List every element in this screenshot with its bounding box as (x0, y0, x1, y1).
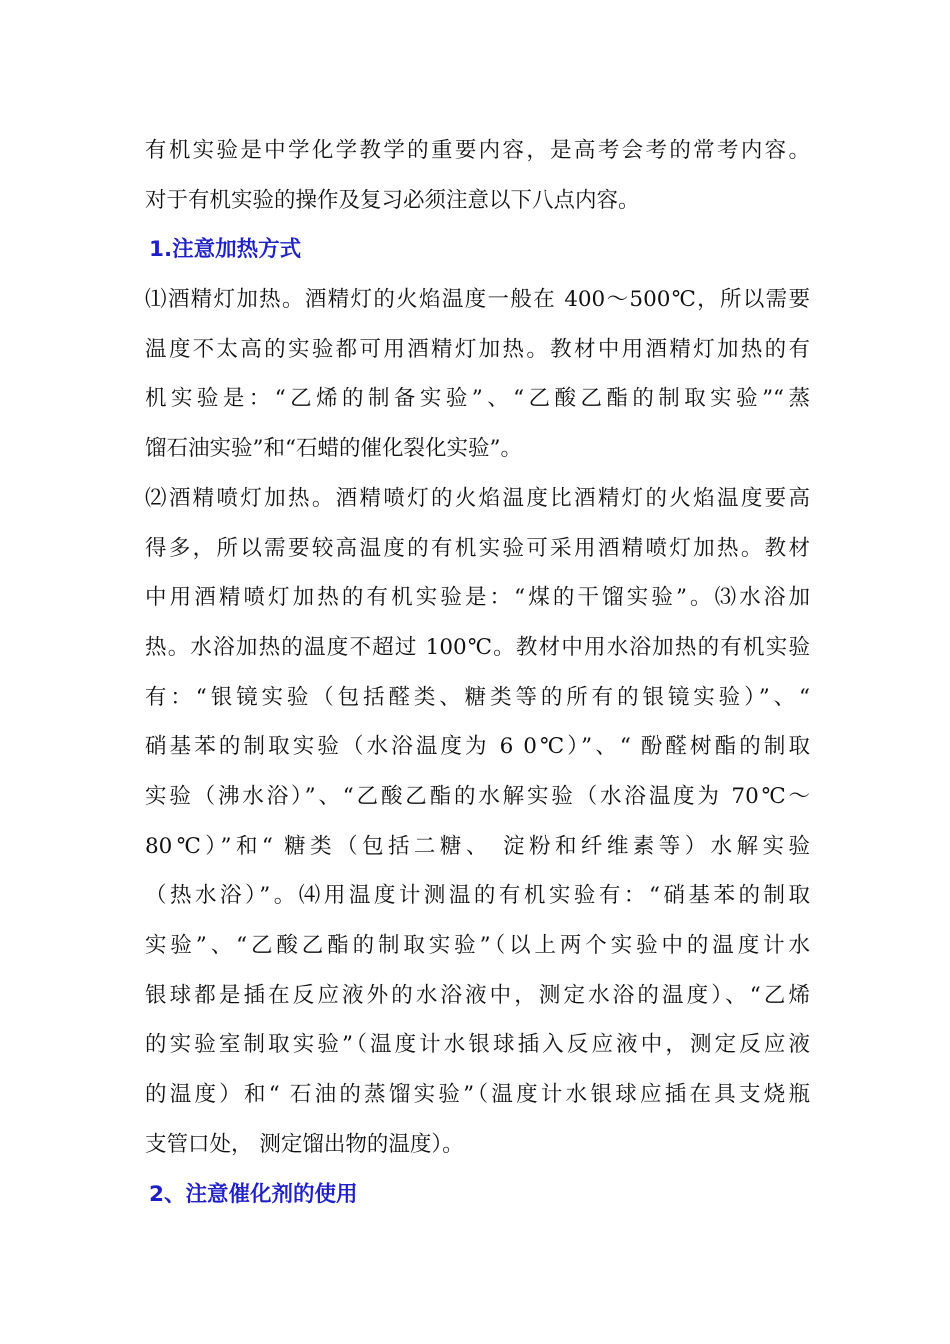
paragraph-line: ⑵酒精喷灯加热。酒精喷灯的火焰温度比酒精灯的火焰温度要高 (145, 485, 810, 511)
paragraph-line: 支管口处， 测定馏出物的温度）。 (145, 1131, 464, 1157)
paragraph-line: ⑴酒精灯加热。酒精灯的火焰温度一般在 400～500℃，所以需要 (145, 287, 810, 313)
paragraph-line: 银球都是插在反应液外的水浴液中，测定水浴的温度）、“乙烯 (145, 982, 810, 1008)
intro-line: 对于有机实验的操作及复习必须注意以下八点内容。 (145, 187, 640, 213)
paragraph-line: 硝基苯的制取实验（水浴温度为 6 0℃）”、“ 酚醛树酯的制取 (145, 734, 810, 760)
section-1-heading: 1.注意加热方式 (149, 237, 302, 263)
paragraph-line: 馏石油实验”和“石蜡的催化裂化实验”。 (145, 436, 522, 462)
document-page (145, 126, 810, 1220)
intro-line: 有机实验是中学化学教学的重要内容，是高考会考的常考内容。 (145, 138, 810, 163)
paragraph-line: 的实验室制取实验”（温度计水银球插入反应液中，测定反应液 (145, 1032, 810, 1058)
paragraph-line: 80℃）”和“ 糖类（包括二糖、 淀粉和纤维素等）水解实验 (145, 833, 810, 859)
paragraph-line: 中用酒精喷灯加热的有机实验是：“煤的干馏实验”。⑶水浴加 (145, 585, 810, 611)
paragraph-line: 热。水浴加热的温度不超过 100℃。教材中用水浴加热的有机实验 (145, 634, 810, 660)
paragraph-line: 机实验是：“乙烯的制备实验”、“乙酸乙酯的制取实验”“蒸 (145, 386, 810, 412)
paragraph-line: 有：“银镜实验（包括醛类、糖类等的所有的银镜实验）”、“ (145, 684, 810, 710)
paragraph-line: 实验（沸水浴）”、“乙酸乙酯的水解实验（水浴温度为 70℃～ (145, 783, 810, 809)
paragraph-line: （热水浴）”。⑷用温度计测温的有机实验有：“硝基苯的制取 (145, 883, 810, 909)
paragraph-line: 的温度）和“ 石油的蒸馏实验”（温度计水银球应插在具支烧瓶 (145, 1082, 810, 1108)
paragraph-line: 温度不太高的实验都可用酒精灯加热。教材中用酒精灯加热的有 (145, 336, 810, 362)
paragraph-line: 得多，所以需要较高温度的有机实验可采用酒精喷灯加热。教材 (145, 535, 810, 561)
paragraph-line: 实验”、“乙酸乙酯的制取实验”（以上两个实验中的温度计水 (145, 933, 810, 958)
section-2-heading: 2、注意催化剂的使用 (149, 1182, 358, 1208)
